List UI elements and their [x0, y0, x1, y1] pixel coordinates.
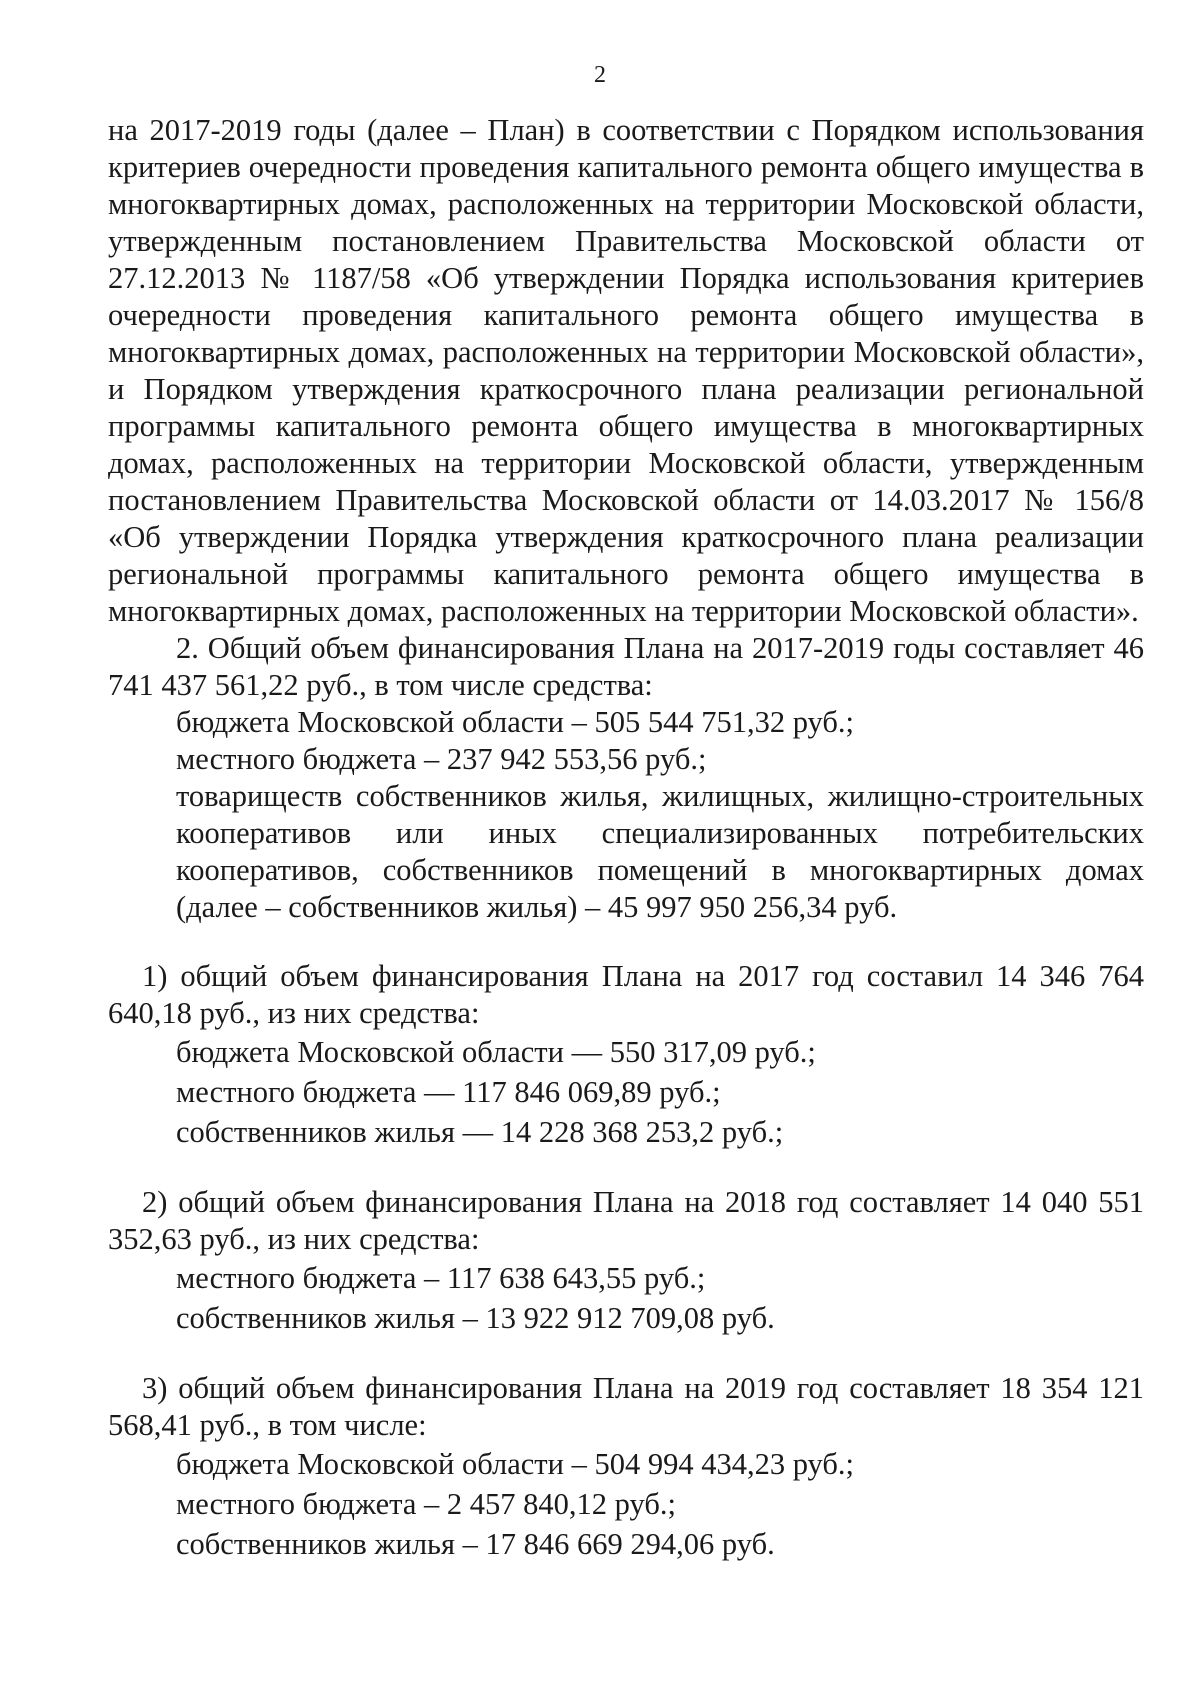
- item-1-heading: 1) общий объем финансирования Плана на 2017 год составил 14 346 764 640,18 руб., из них средства:: [108, 959, 1144, 1030]
- item-1-regional-budget: бюджета Московской области — 550 317,09 руб.;: [176, 1035, 816, 1069]
- item-2-heading: 2) общий объем финансирования Плана на 2018 год составляет 14 040 551 352,63 руб., из них средства:: [108, 1185, 1144, 1256]
- spacer: [108, 1338, 1144, 1370]
- item-3-local-budget: местного бюджета – 2 457 840,12 руб.;: [176, 1487, 676, 1521]
- page-number: 2: [594, 62, 606, 88]
- item-2-owners-funds: собственников жилья – 13 922 912 709,08 руб.: [176, 1301, 775, 1335]
- item-1-local-budget: местного бюджета — 117 846 069,89 руб.;: [176, 1075, 721, 1109]
- item-1-owners-funds: собственников жилья — 14 228 368 253,2 руб.;: [176, 1115, 784, 1149]
- item-2-local-budget: местного бюджета – 117 638 643,55 руб.;: [176, 1261, 706, 1295]
- intro-paragraph: на 2017-2019 годы (далее – План) в соответствии с Порядком использования критериев очередности проведения капитального ремонта общего имущества в многоквартирных домах, расположенных на территории Московской области, утвержденным постановлением Правительства Московской области от 27.12.2013 № 1187/58 «Об утверждении Порядка использования критериев очередности проведения капитального ремонта общего имущества в многоквартирных домах, расположенных на территории Московской области», и Порядком утверждения краткосрочного плана реализации региональной программы капитального ремонта общего имущества в многоквартирных домах, расположенных на территории Московской области, утвержденным постановлением Правительства Московской области от 14.03.2017 № 156/8 «Об утверждении Порядка утверждения краткосрочного плана реализации региональной программы капитального ремонта общего имущества в многоквартирных домах, расположенных на территории Московской области».: [108, 113, 1144, 628]
- section-2-local-budget: местного бюджета – 237 942 553,56 руб.;: [176, 742, 707, 776]
- section-2-owners-funds: товариществ собственников жилья, жилищных, жилищно-строительных кооперативов или иных специализированных потребительских кооперативов, собственников помещений в многоквартирных домах (далее – собственников жилья) – 45 997 950 256,34 руб.: [176, 779, 1144, 924]
- item-3-owners-funds: собственников жилья – 17 846 669 294,06 руб.: [176, 1527, 775, 1561]
- spacer: [108, 926, 1144, 958]
- spacer: [108, 1152, 1144, 1184]
- document-body: [108, 112, 1144, 1564]
- section-2-heading: 2. Общий объем финансирования Плана на 2017-2019 годы составляет 46 741 437 561,22 руб., в том числе средства:: [108, 631, 1144, 702]
- item-3-regional-budget: бюджета Московской области – 504 994 434,23 руб.;: [176, 1447, 855, 1481]
- section-2-regional-budget: бюджета Московской области – 505 544 751,32 руб.;: [176, 705, 855, 739]
- item-3-heading: 3) общий объем финансирования Плана на 2019 год составляет 18 354 121 568,41 руб., в том числе:: [108, 1371, 1144, 1442]
